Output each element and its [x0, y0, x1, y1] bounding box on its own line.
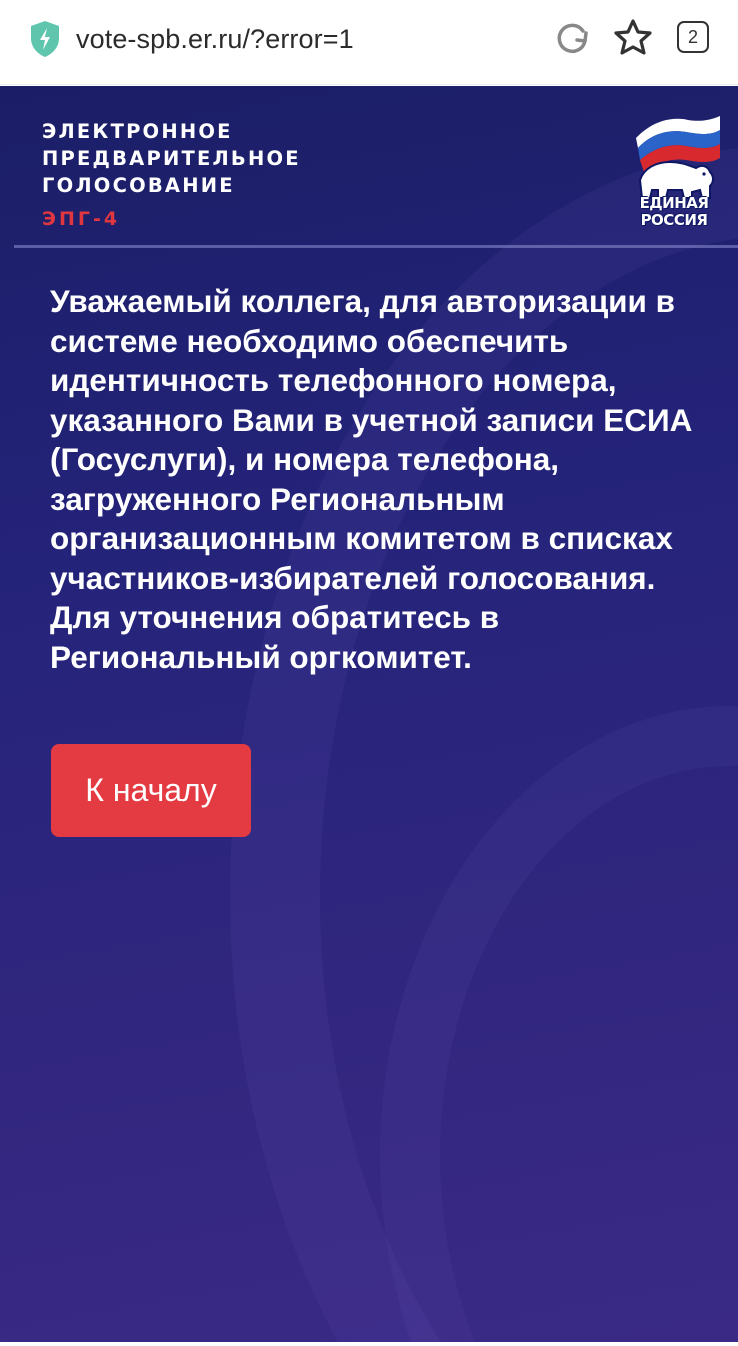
- logo-text-line: РОССИЯ: [640, 211, 708, 229]
- tabs-counter-button[interactable]: 2: [677, 21, 709, 53]
- header-divider: [14, 245, 738, 248]
- back-to-start-button[interactable]: К началу: [51, 744, 251, 837]
- header-title-line: ГОЛОСОВАНИЕ: [42, 174, 235, 197]
- url-field[interactable]: vote-spb.er.ru/?error=1: [76, 24, 354, 54]
- error-message: Уважаемый коллега, для авторизации в системе необходимо обеспечить идентичность телефонного номера, указанного Вами в учетной записи ЕСИА (Госуслуги), и номера телефона, загруженного Региональным организационным комитетом в списках участников-избирателей голосования. Для уточнения обратитесь в Региональный оргкомитет.: [50, 283, 693, 675]
- site-security-shield-icon[interactable]: [29, 20, 61, 58]
- logo-text-line: ЕДИНАЯ: [639, 194, 709, 212]
- page-background: [0, 86, 738, 1342]
- bottom-edge: [0, 1342, 738, 1346]
- page-header-title: [42, 118, 301, 199]
- header-subtitle: ЭПГ-4: [42, 208, 121, 230]
- header-title-line: ЭЛЕКТРОННОЕ: [42, 120, 233, 143]
- browser-address-bar: [0, 0, 738, 85]
- reload-icon[interactable]: [553, 20, 591, 58]
- bookmark-star-icon[interactable]: [612, 17, 654, 59]
- header-title-line: ПРЕДВАРИТЕЛЬНОЕ: [42, 147, 301, 170]
